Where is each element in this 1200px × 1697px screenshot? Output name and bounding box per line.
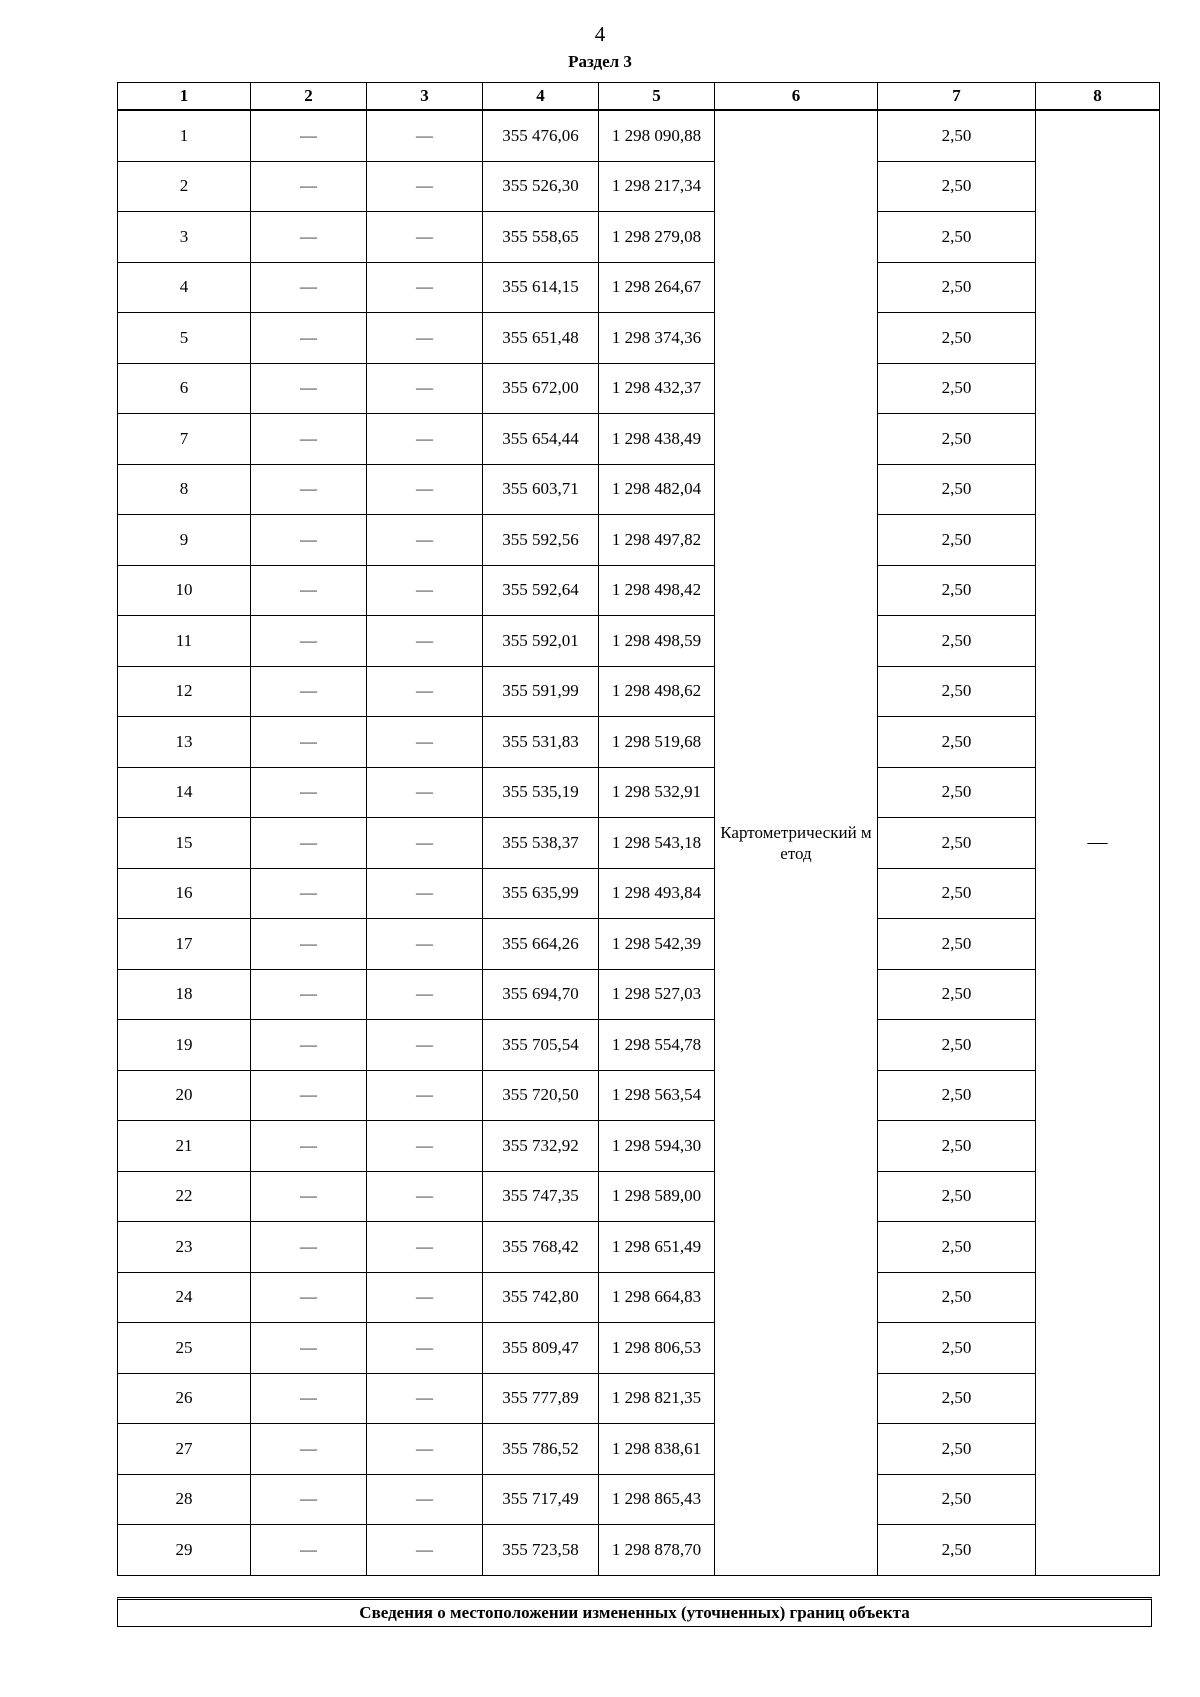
accuracy-value: 2,50 xyxy=(878,414,1036,465)
cell-col3-dash: — xyxy=(367,161,483,212)
cell-col2-dash: — xyxy=(251,1222,367,1273)
cell-col3-dash: — xyxy=(367,110,483,161)
cell-col3-dash: — xyxy=(367,666,483,717)
accuracy-value: 2,50 xyxy=(878,616,1036,667)
cell-col3-dash: — xyxy=(367,262,483,313)
cell-col3-dash: — xyxy=(367,1323,483,1374)
accuracy-value: 2,50 xyxy=(878,919,1036,970)
cell-col2-dash: — xyxy=(251,717,367,768)
coordinate-y: 1 298 651,49 xyxy=(599,1222,715,1273)
point-number: 12 xyxy=(118,666,251,717)
cell-col2-dash: — xyxy=(251,767,367,818)
cell-col2-dash: — xyxy=(251,212,367,263)
column-header-3: 3 xyxy=(367,83,483,111)
point-number: 4 xyxy=(118,262,251,313)
accuracy-value: 2,50 xyxy=(878,868,1036,919)
col8-cell: — xyxy=(1036,110,1160,1575)
cell-col3-dash: — xyxy=(367,767,483,818)
table-row xyxy=(118,262,1160,313)
point-number: 25 xyxy=(118,1323,251,1374)
accuracy-value: 2,50 xyxy=(878,313,1036,364)
coordinate-x: 355 635,99 xyxy=(483,868,599,919)
cell-col2-dash: — xyxy=(251,1020,367,1071)
cell-col3-dash: — xyxy=(367,414,483,465)
table-row xyxy=(118,616,1160,667)
cell-col2-dash: — xyxy=(251,1474,367,1525)
cell-col3-dash: — xyxy=(367,1070,483,1121)
cell-col3-dash: — xyxy=(367,1424,483,1475)
accuracy-value: 2,50 xyxy=(878,212,1036,263)
table-row xyxy=(118,363,1160,414)
accuracy-value: 2,50 xyxy=(878,1171,1036,1222)
coordinate-y: 1 298 090,88 xyxy=(599,110,715,161)
cell-col2-dash: — xyxy=(251,262,367,313)
cell-col3-dash: — xyxy=(367,1525,483,1576)
table-row xyxy=(118,515,1160,566)
point-number: 23 xyxy=(118,1222,251,1273)
footer-title: Сведения о местоположении измененных (уточненных) границ объекта xyxy=(117,1597,1152,1627)
column-header-6: 6 xyxy=(715,83,878,111)
coordinate-x: 355 809,47 xyxy=(483,1323,599,1374)
cell-col3-dash: — xyxy=(367,313,483,364)
cell-col3-dash: — xyxy=(367,212,483,263)
cell-col2-dash: — xyxy=(251,1525,367,1576)
table-row xyxy=(118,717,1160,768)
point-number: 24 xyxy=(118,1272,251,1323)
table-row xyxy=(118,767,1160,818)
coordinate-y: 1 298 498,62 xyxy=(599,666,715,717)
table-row xyxy=(118,464,1160,515)
coordinate-y: 1 298 438,49 xyxy=(599,414,715,465)
coordinate-y: 1 298 821,35 xyxy=(599,1373,715,1424)
table-row xyxy=(118,1020,1160,1071)
cell-col3-dash: — xyxy=(367,919,483,970)
coordinate-x: 355 732,92 xyxy=(483,1121,599,1172)
accuracy-value: 2,50 xyxy=(878,1020,1036,1071)
cell-col2-dash: — xyxy=(251,464,367,515)
cell-col2-dash: — xyxy=(251,1373,367,1424)
table-row xyxy=(118,565,1160,616)
table-row xyxy=(118,919,1160,970)
coordinate-y: 1 298 498,59 xyxy=(599,616,715,667)
table-row xyxy=(118,1424,1160,1475)
table-row xyxy=(118,110,1160,161)
table-row xyxy=(118,414,1160,465)
coordinate-x: 355 768,42 xyxy=(483,1222,599,1273)
cell-col2-dash: — xyxy=(251,1171,367,1222)
cell-col3-dash: — xyxy=(367,1171,483,1222)
coordinate-y: 1 298 865,43 xyxy=(599,1474,715,1525)
cell-col3-dash: — xyxy=(367,1222,483,1273)
column-header-2: 2 xyxy=(251,83,367,111)
coordinate-y: 1 298 554,78 xyxy=(599,1020,715,1071)
coordinate-x: 355 717,49 xyxy=(483,1474,599,1525)
point-number: 9 xyxy=(118,515,251,566)
table-row xyxy=(118,1525,1160,1576)
coordinate-x: 355 535,19 xyxy=(483,767,599,818)
accuracy-value: 2,50 xyxy=(878,717,1036,768)
coordinate-y: 1 298 806,53 xyxy=(599,1323,715,1374)
coordinate-x: 355 592,56 xyxy=(483,515,599,566)
point-number: 26 xyxy=(118,1373,251,1424)
accuracy-value: 2,50 xyxy=(878,262,1036,313)
accuracy-value: 2,50 xyxy=(878,818,1036,869)
table-row xyxy=(118,1272,1160,1323)
cell-col3-dash: — xyxy=(367,818,483,869)
point-number: 20 xyxy=(118,1070,251,1121)
point-number: 10 xyxy=(118,565,251,616)
cell-col3-dash: — xyxy=(367,717,483,768)
cell-col2-dash: — xyxy=(251,919,367,970)
cell-col2-dash: — xyxy=(251,666,367,717)
column-header-8: 8 xyxy=(1036,83,1160,111)
coordinate-x: 355 592,64 xyxy=(483,565,599,616)
section-title: Раздел 3 xyxy=(568,52,632,71)
cell-col2-dash: — xyxy=(251,110,367,161)
accuracy-value: 2,50 xyxy=(878,1474,1036,1525)
coordinate-x: 355 476,06 xyxy=(483,110,599,161)
column-header-5: 5 xyxy=(599,83,715,111)
coordinate-y: 1 298 594,30 xyxy=(599,1121,715,1172)
table-row xyxy=(118,818,1160,869)
point-number: 18 xyxy=(118,969,251,1020)
accuracy-value: 2,50 xyxy=(878,767,1036,818)
point-number: 16 xyxy=(118,868,251,919)
coordinate-y: 1 298 432,37 xyxy=(599,363,715,414)
point-number: 21 xyxy=(118,1121,251,1172)
point-number: 6 xyxy=(118,363,251,414)
point-number: 28 xyxy=(118,1474,251,1525)
coordinate-y: 1 298 279,08 xyxy=(599,212,715,263)
coordinate-x: 355 705,54 xyxy=(483,1020,599,1071)
accuracy-value: 2,50 xyxy=(878,1272,1036,1323)
coordinate-y: 1 298 542,39 xyxy=(599,919,715,970)
coordinate-x: 355 654,44 xyxy=(483,414,599,465)
point-number: 14 xyxy=(118,767,251,818)
coordinate-x: 355 651,48 xyxy=(483,313,599,364)
point-number: 13 xyxy=(118,717,251,768)
coordinate-x: 355 742,80 xyxy=(483,1272,599,1323)
coordinate-y: 1 298 217,34 xyxy=(599,161,715,212)
cell-col2-dash: — xyxy=(251,1070,367,1121)
accuracy-value: 2,50 xyxy=(878,161,1036,212)
coordinate-x: 355 664,26 xyxy=(483,919,599,970)
table-header xyxy=(118,83,1160,111)
table-row xyxy=(118,1373,1160,1424)
point-number: 27 xyxy=(118,1424,251,1475)
cell-col2-dash: — xyxy=(251,1272,367,1323)
coordinate-x: 355 558,65 xyxy=(483,212,599,263)
cell-col2-dash: — xyxy=(251,868,367,919)
coordinate-x: 355 531,83 xyxy=(483,717,599,768)
table-row xyxy=(118,1323,1160,1374)
cell-col2-dash: — xyxy=(251,616,367,667)
table-row xyxy=(118,1121,1160,1172)
coordinate-y: 1 298 519,68 xyxy=(599,717,715,768)
accuracy-value: 2,50 xyxy=(878,363,1036,414)
method-cell: Картометрический метод xyxy=(715,110,878,1575)
point-number: 22 xyxy=(118,1171,251,1222)
point-number: 8 xyxy=(118,464,251,515)
point-number: 11 xyxy=(118,616,251,667)
table-row xyxy=(118,1171,1160,1222)
coordinate-y: 1 298 374,36 xyxy=(599,313,715,364)
cell-col3-dash: — xyxy=(367,868,483,919)
header-row xyxy=(118,83,1160,111)
coordinate-y: 1 298 493,84 xyxy=(599,868,715,919)
accuracy-value: 2,50 xyxy=(878,565,1036,616)
accuracy-value: 2,50 xyxy=(878,1424,1036,1475)
coordinate-x: 355 723,58 xyxy=(483,1525,599,1576)
cell-col2-dash: — xyxy=(251,313,367,364)
table-row xyxy=(118,1474,1160,1525)
point-number: 15 xyxy=(118,818,251,869)
accuracy-value: 2,50 xyxy=(878,969,1036,1020)
page-number: 4 xyxy=(594,22,606,46)
coordinates-table xyxy=(117,82,1160,1576)
cell-col3-dash: — xyxy=(367,515,483,566)
coordinate-x: 355 747,35 xyxy=(483,1171,599,1222)
cell-col2-dash: — xyxy=(251,363,367,414)
point-number: 17 xyxy=(118,919,251,970)
coordinate-y: 1 298 264,67 xyxy=(599,262,715,313)
coordinate-y: 1 298 532,91 xyxy=(599,767,715,818)
coordinate-y: 1 298 878,70 xyxy=(599,1525,715,1576)
coordinate-y: 1 298 664,83 xyxy=(599,1272,715,1323)
coordinate-x: 355 526,30 xyxy=(483,161,599,212)
cell-col3-dash: — xyxy=(367,1474,483,1525)
table-row xyxy=(118,666,1160,717)
coordinate-x: 355 672,00 xyxy=(483,363,599,414)
cell-col3-dash: — xyxy=(367,1020,483,1071)
cell-col2-dash: — xyxy=(251,818,367,869)
coordinate-x: 355 591,99 xyxy=(483,666,599,717)
accuracy-value: 2,50 xyxy=(878,515,1036,566)
table-row xyxy=(118,1070,1160,1121)
column-header-1: 1 xyxy=(118,83,251,111)
cell-col2-dash: — xyxy=(251,515,367,566)
cell-col2-dash: — xyxy=(251,1121,367,1172)
coordinate-y: 1 298 543,18 xyxy=(599,818,715,869)
point-number: 19 xyxy=(118,1020,251,1071)
cell-col2-dash: — xyxy=(251,1323,367,1374)
point-number: 3 xyxy=(118,212,251,263)
point-number: 1 xyxy=(118,110,251,161)
cell-col3-dash: — xyxy=(367,363,483,414)
accuracy-value: 2,50 xyxy=(878,110,1036,161)
point-number: 29 xyxy=(118,1525,251,1576)
table-row xyxy=(118,969,1160,1020)
accuracy-value: 2,50 xyxy=(878,666,1036,717)
column-header-7: 7 xyxy=(878,83,1036,111)
coordinate-y: 1 298 563,54 xyxy=(599,1070,715,1121)
coordinate-x: 355 538,37 xyxy=(483,818,599,869)
point-number: 2 xyxy=(118,161,251,212)
cell-col3-dash: — xyxy=(367,616,483,667)
column-header-4: 4 xyxy=(483,83,599,111)
table-row xyxy=(118,868,1160,919)
cell-col2-dash: — xyxy=(251,565,367,616)
accuracy-value: 2,50 xyxy=(878,464,1036,515)
cell-col2-dash: — xyxy=(251,161,367,212)
coordinate-x: 355 694,70 xyxy=(483,969,599,1020)
cell-col3-dash: — xyxy=(367,1373,483,1424)
accuracy-value: 2,50 xyxy=(878,1070,1036,1121)
coordinate-y: 1 298 497,82 xyxy=(599,515,715,566)
point-number: 5 xyxy=(118,313,251,364)
accuracy-value: 2,50 xyxy=(878,1121,1036,1172)
accuracy-value: 2,50 xyxy=(878,1323,1036,1374)
coordinate-y: 1 298 498,42 xyxy=(599,565,715,616)
accuracy-value: 2,50 xyxy=(878,1222,1036,1273)
table-row xyxy=(118,313,1160,364)
table-row xyxy=(118,161,1160,212)
coordinate-y: 1 298 838,61 xyxy=(599,1424,715,1475)
point-number: 7 xyxy=(118,414,251,465)
coordinate-x: 355 603,71 xyxy=(483,464,599,515)
coordinate-x: 355 786,52 xyxy=(483,1424,599,1475)
table-row xyxy=(118,1222,1160,1273)
coordinate-x: 355 592,01 xyxy=(483,616,599,667)
cell-col3-dash: — xyxy=(367,464,483,515)
accuracy-value: 2,50 xyxy=(878,1525,1036,1576)
accuracy-value: 2,50 xyxy=(878,1373,1036,1424)
coordinate-y: 1 298 589,00 xyxy=(599,1171,715,1222)
coordinate-x: 355 614,15 xyxy=(483,262,599,313)
coordinate-x: 355 777,89 xyxy=(483,1373,599,1424)
cell-col3-dash: — xyxy=(367,1272,483,1323)
cell-col3-dash: — xyxy=(367,565,483,616)
coordinate-y: 1 298 482,04 xyxy=(599,464,715,515)
table-body xyxy=(118,110,1160,1575)
cell-col3-dash: — xyxy=(367,1121,483,1172)
cell-col2-dash: — xyxy=(251,1424,367,1475)
cell-col3-dash: — xyxy=(367,969,483,1020)
coordinate-y: 1 298 527,03 xyxy=(599,969,715,1020)
cell-col2-dash: — xyxy=(251,969,367,1020)
coordinate-x: 355 720,50 xyxy=(483,1070,599,1121)
table-row xyxy=(118,212,1160,263)
cell-col2-dash: — xyxy=(251,414,367,465)
